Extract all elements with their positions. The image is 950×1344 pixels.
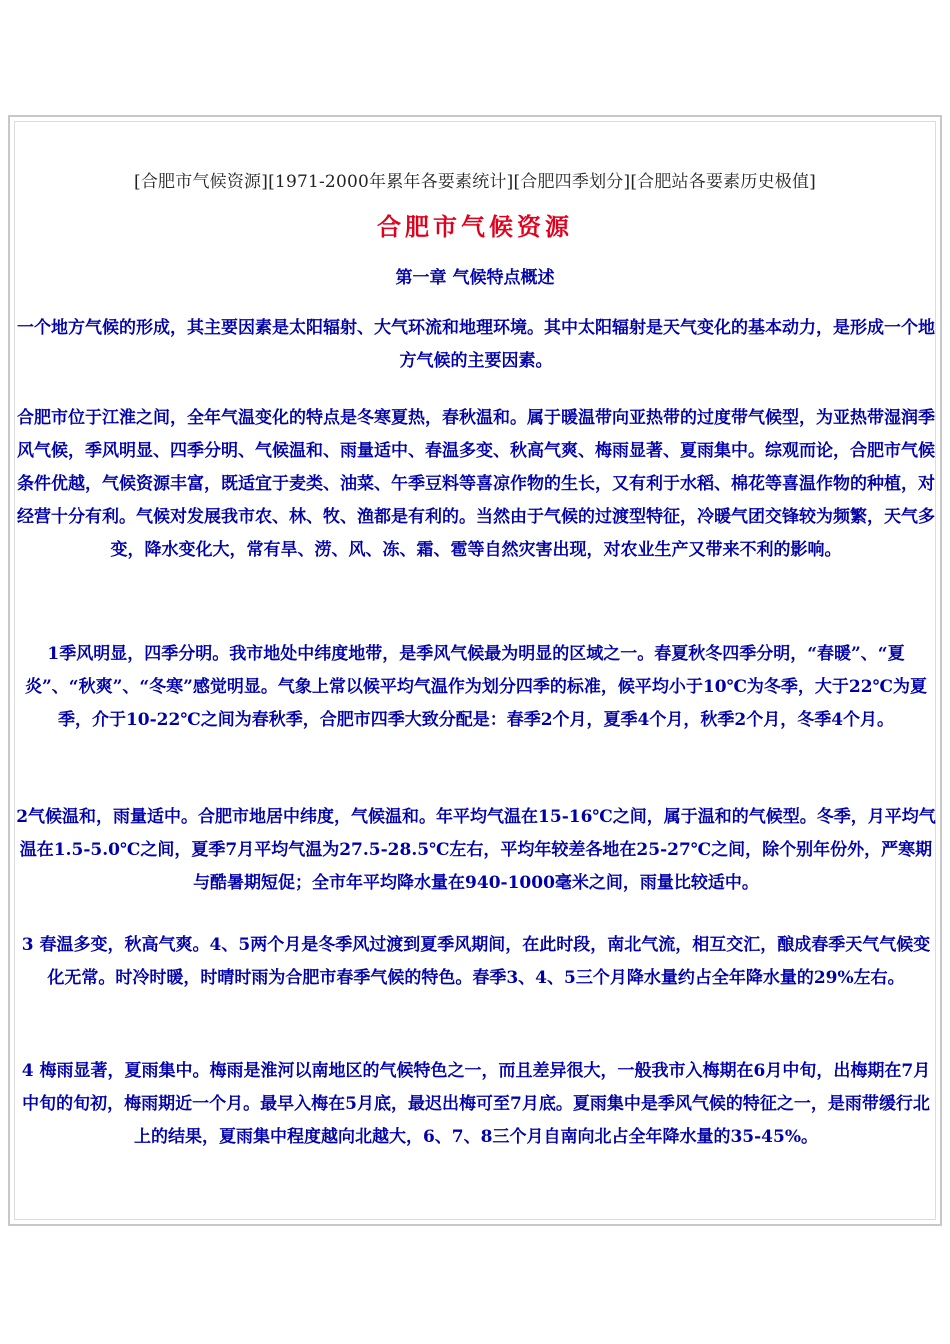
- paragraph-plum-rain: 4 梅雨显著，夏雨集中。梅雨是淮河以南地区的气候特色之一，而且差异很大，一般我市入梅期在6月中旬，出梅期在7月中旬的旬初，梅雨期近一个月。最早入梅在5月底，最迟出梅可至7月底。夏雨集中是季风气候的特征之一，是雨带缓行北上的结果，夏雨集中程度越向北越大，6、7、8三个月自南向北占全年降水量的35-45%。: [21, 1061, 931, 1147]
- nav-links: [10, 167, 940, 192]
- nav-link-annual-statistics[interactable]: [1971-2000年累年各要素统计]: [268, 172, 514, 192]
- nav-link-four-seasons[interactable]: [合肥四季划分]: [513, 172, 631, 192]
- paragraph-overview: 合肥市位于江淮之间，全年气温变化的特点是冬寒夏热，春秋温和。属于暖温带向亚热带的过度带气候型，为亚热带湿润季风气候，季风明显、四季分明、气候温和、雨量适中、春温多变、秋高气爽、梅雨显著、夏雨集中。综观而论，合肥市气候条件优越，气候资源丰富，既适宜于麦类、油菜、午季豆料等喜凉作物的生长，又有利于水稻、棉花等喜温作物的种植，对经营十分有利。气候对发展我市农、林、牧、渔都是有利的。当然由于气候的过渡型特征，冷暖气团交锋较为频繁，天气多变，降水变化大，常有旱、涝、风、冻、霜、雹等自然灾害出现，对农业生产又带来不利的影响。: [17, 408, 935, 560]
- paragraph-spring-autumn: 3 春温多变，秋高气爽。4、5两个月是冬季风过渡到夏季风期间，在此时段，南北气流，相互交汇，酿成春季天气气候变化无常。时冷时暖，时晴时雨为合肥市春季气候的特色。春季3、4、5三个月降水量约占全年降水量的29%左右。: [21, 935, 931, 988]
- content-frame: [8, 115, 942, 1226]
- page-title: 合肥市气候资源: [377, 212, 573, 241]
- chapter-heading: 第一章 气候特点概述: [395, 268, 555, 288]
- paragraph-seasons: 1季风明显，四季分明。我市地处中纬度地带，是季风气候最为明显的区域之一。春夏秋冬四季分明，“春暖”、“夏炎”、“秋爽”、“冬寒”感觉明显。气象上常以候平均气温作为划分四季的标准，候平均小于10℃为冬季，大于22℃为夏季，介于10-22℃之间为春秋季，合肥市四季大致分配是：春季2个月，夏季4个月，秋季2个月，冬季4个月。: [25, 644, 927, 730]
- nav-link-climate-resources[interactable]: [合肥市气候资源]: [134, 172, 269, 192]
- paragraph-temperature: 2气候温和，雨量适中。合肥市地居中纬度，气候温和。年平均气温在15-16℃之间，属于温和的气候型。冬季，月平均气温在1.5-5.0℃之间，夏季7月平均气温为27.5-28.5℃左右，平均年较差各地在25-27℃之间，除个别年份外，严寒期与酷暑期短促；全市年平均降水量在940-1000毫米之间，雨量比较适中。: [16, 807, 936, 893]
- paragraph-intro: 一个地方气候的形成，其主要因素是太阳辐射、大气环流和地理环境。其中太阳辐射是天气变化的基本动力，是形成一个地方气候的主要因素。: [17, 318, 935, 371]
- nav-link-historical-extremes[interactable]: [合肥站各要素历史极值]: [630, 172, 816, 192]
